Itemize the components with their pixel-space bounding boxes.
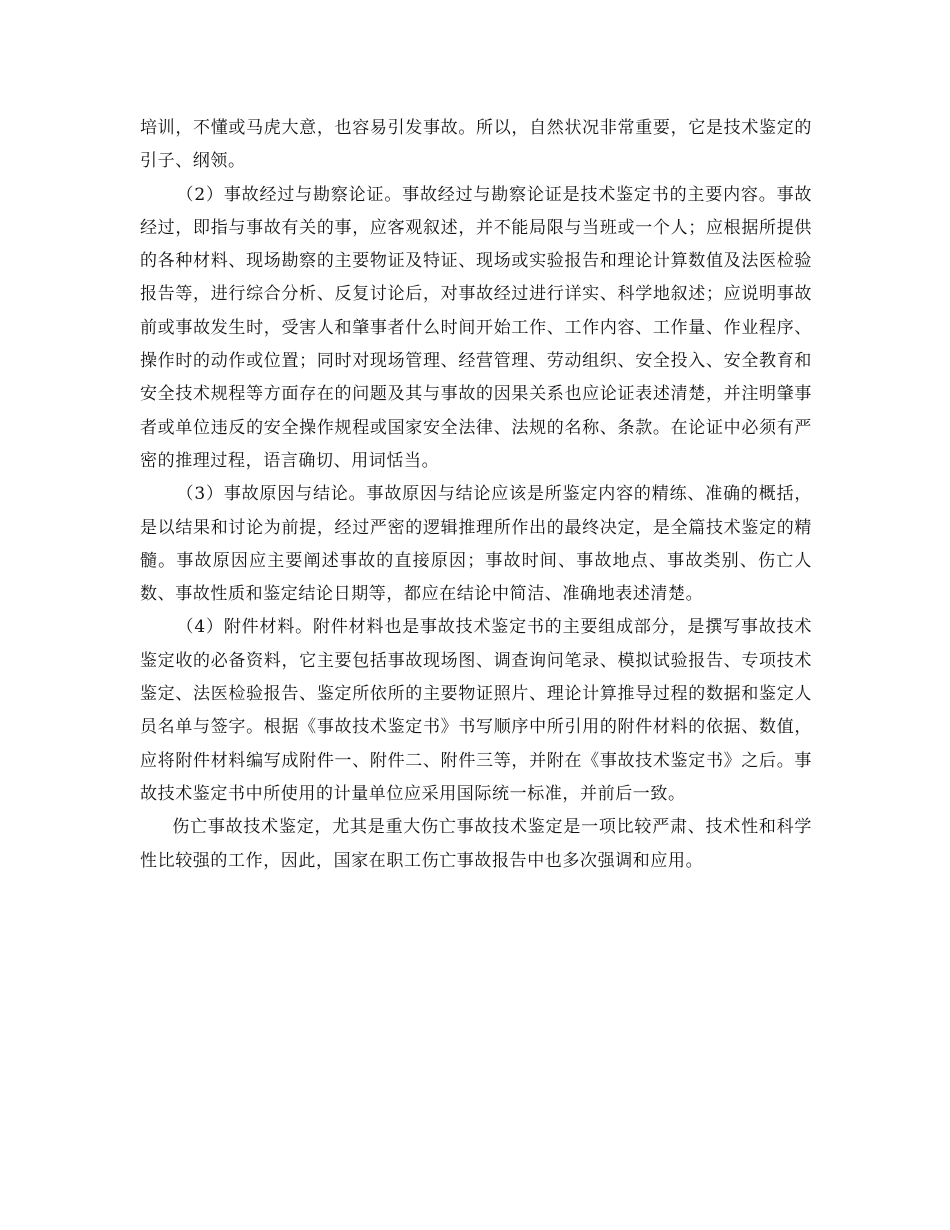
paragraph-section-2: （2）事故经过与勘察论证。事故经过与勘察论证是技术鉴定书的主要内容。事故经过，即指与事故有关的事，应客观叙述，并不能局限与当班或一个人；应根据所提供的各种材料、现场勘察的主要物证及特证、现场或实验报告和理论计算数值及法医检验报告等，进行综合分析、反复讨论后，对事故经过进行详实、科学地叙述；应说明事故前或事故发生时，受害人和肇事者什么时间开始工作、工作内容、工作量、作业程序、操作时的动作或位置；同时对现场管理、经营管理、劳动组织、安全投入、安全教育和安全技术规程等方面存在的问题及其与事故的因果关系也应论证表述清楚，并注明肇事者或单位违反的安全操作规程或国家安全法律、法规的名称、条款。在论证中必须有严密的推理过程，语言确切、用词恬当。 — [140, 184, 812, 471]
paragraph-continuation: 培训，不懂或马虎大意，也容易引发事故。所以，自然状况非常重要，它是技术鉴定的引子、纲领。 — [140, 118, 812, 172]
document-body — [140, 112, 812, 878]
paragraph-section-3: （3）事故原因与结论。事故原因与结论应该是所鉴定内容的精练、准确的概括，是以结果和讨论为前提，经过严密的逻辑推理所作出的最终决定，是全篇技术鉴定的精髓。事故原因应主要阐述事故的直接原因；事故时间、事故地点、事故类别、伤亡人数、事故性质和鉴定结论日期等，都应在结论中简洁、准确地表述清楚。 — [140, 484, 812, 605]
paragraph-conclusion: 伤亡事故技术鉴定，尤其是重大伤亡事故技术鉴定是一项比较严肃、技术性和科学性比较强的工作，因此，国家在职工伤亡事故报告中也多次强调和应用。 — [140, 817, 812, 871]
paragraph-section-4: （4）附件材料。附件材料也是事故技术鉴定书的主要组成部分，是撰写事故技术鉴定收的必备资料，它主要包括事故现场图、调查询问笔录、模拟试验报告、专项技术鉴定、法医检验报告、鉴定所依所的主要物证照片、理论计算推导过程的数据和鉴定人员名单与签字。根据《事故技术鉴定书》书写顺序中所引用的附件材料的依据、数值，应将附件材料编写成附件一、附件二、附件三等，并附在《事故技术鉴定书》之后。事故技术鉴定书中所使用的计量单位应采用国际统一标准，并前后一致。 — [140, 617, 812, 804]
